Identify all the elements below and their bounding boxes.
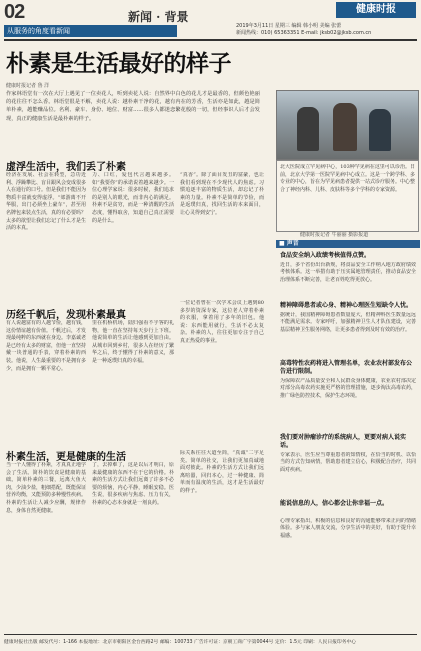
page-number: 02 bbox=[4, 1, 25, 23]
news-item-text-1: 近日，多个省份出台新规，将食品安全工作纳入地方政府绩效考核体系。这一举措有助于压实属地管理责任，推动食品安全治理体系不断完善，让老百姓吃得更放心。 bbox=[280, 262, 416, 283]
page-slogan: 从服务的角度看新闻 bbox=[4, 25, 177, 37]
header-meta-date: 2019年3月11日 星期三 编辑 韩小明 美编 张蕾 bbox=[236, 23, 342, 29]
article-col2-part3: 了，去掉难了，这是以后才明白，原来最健康的东西不在于它的价格。朴素的生活方式让我们远离了许多不必要的烦恼，内心平静，睡眠安稳。医生说，很多疾病与焦虑、压力有关，朴素的心态本身就是一剂良药。 bbox=[92, 462, 174, 506]
news-item-title-4: 我们要对肿瘤诊疗的系统病人，更要对病人说实话。 bbox=[280, 434, 407, 449]
article-col2-part2: 里在机桥机场，陆归强看不乎客的礼物，他一直在坚持每天步行上下班。他说简单的生活让他感到更加自由。从城市回到乡村，很多人在经历了繁华之后，终于懂得了朴素的意义，那是一种返璞归真的幸福。 bbox=[92, 320, 174, 364]
news-item-text-5: 心理专家指出，积极的信息和良好的沟通能够带来正向的情绪体验。多与家人朋友交流，分享生活中的美好，有助于提升幸福感。 bbox=[280, 518, 416, 539]
newspaper-logo: 健康时报 bbox=[336, 2, 416, 18]
photo-figure-1 bbox=[297, 107, 319, 151]
page-header bbox=[0, 0, 421, 38]
sidebar-section-header: ■ 声音 bbox=[276, 240, 420, 248]
subheading-2: 历经千帆后，发现朴素最真 bbox=[6, 310, 126, 321]
photo-caption-text: 北大医院成立罕见病中心，103种罕见病在这里可以诊治。日前，北京大学第一医院罕见病中心成立。这是一个跨学科、多专业的中心，旨在为罕见病患者提供一站式诊疗服务。中心整合了神经内科、儿科、皮肤科等多个学科的专家资源。 bbox=[280, 164, 415, 193]
news-item-title-5: 能说信息的人，信心都会让你幸福一点。 bbox=[280, 500, 389, 507]
article-lead: 作家林语堂有一次在大厅上遇见了一位卖花人，听到卖花人说：自然界中白色的花儿才是最香的，但颜色艳丽的花往往不怎么香。林语堂很是不解，卖花人说：越朴素干净的花，越有内在的芳香，生活亦是如此，越是简单朴素，越能赚品位。名利、豪车、身份、地位、财富……很多人都迷恋繁花般的一切，但经事识人后才会发现，真正的健康生活是最朴素的样子。 bbox=[6, 91, 260, 122]
article-col3-part2: 一位记者曾在一次学术会议上遇到80多岁的资深专家，这位老人穿着朴素的衣服，拿着用了多年的旧包。他说：东西能用就行，生活不必太复杂。朴素的人，往往更加专注于自己真正热爱的事业。 bbox=[180, 300, 264, 344]
news-item-text-4: 专家表示，医生应当尊重患者的知情权，在恰当的时机、以恰当的方式告知病情，帮助患者建立信心，积极配合治疗，共同面对疾病。 bbox=[280, 452, 416, 473]
news-item-title-2: 精神障碍患者或心身、精神心理医生短缺令人忧。 bbox=[280, 302, 413, 309]
news-photo bbox=[276, 90, 419, 160]
photo-caption-box bbox=[276, 160, 419, 232]
article-col1-part2: 有人说越富有的人越节俭，越有钱，这份情谊越有价值。千帆过后，才发现最纯粹的东西就在身边。李嘉诚老是已经有太多的财富，但他一直坚持戴一块普通的手表，穿着朴素的西装。他说，人生最重要的不是拥有多少，而是拥有一颗平常心。 bbox=[6, 320, 86, 372]
article-col3-part3: 际关系往往大道至简，“真诚”二字足矣。简单的社交，让我们更加真诚地面对彼此。朴素的生活方式让我们远离喧嚣，回归本心，过一种健康、简单而有温度的生活，这才是生活最好的样子。 bbox=[180, 450, 264, 494]
article-headline: 朴素是生活最好的样子 bbox=[6, 50, 231, 77]
footer-divider bbox=[4, 634, 417, 635]
section-title: 新闻 · 背景 bbox=[128, 10, 189, 24]
page-footer: 健康时报社出版 邮发代号：1-166 本报地址：北京市朝阳区金台西路2号 邮编：100733 广告许可证：京朝工商广字第0044号 定价：1.5元 印刷：人民日报印务中心 bbox=[4, 640, 357, 645]
news-item-title-3: 高毒特性农药将进入管理名单，农业农村部发布公告进行限制。 bbox=[280, 360, 413, 375]
photo-figure-2 bbox=[333, 103, 357, 151]
header-divider bbox=[4, 39, 417, 41]
article-byline: 健康时报记者 鲁 洋 bbox=[6, 83, 50, 89]
news-item-text-3: 为保障农产品质量安全和人民群众身体健康，农业农村部决定对部分高毒农药实施更严格的管理措施，逐步淘汰高毒农药，推广绿色防控技术，保护生态环境。 bbox=[280, 378, 416, 399]
photo-figure-3 bbox=[369, 109, 391, 151]
subheading-1: 虚浮生活中，我们丢了朴素 bbox=[6, 162, 126, 173]
news-item-text-2: 据统计，我国精神障碍患者数量庞大，但精神科医生数量远远不能满足需求。专家呼吁，加强精神卫生人才队伍建设，完善基层精神卫生服务网络，让更多患者得到及时有效的治疗。 bbox=[280, 312, 416, 333]
article-col1-part3: 当一个人懂得了朴素，才真真正地学会了生活。简朴的饮食是健康的基础。简单朴素的三餐，远离大鱼大肉，少油少盐，粗细搭配，既能保证营养均衡，又能预防多种慢性疾病。朴素的生活让人减少应酬，规律作息，身体自然更健康。 bbox=[6, 462, 86, 514]
article-col3-part1: “真香”。除了面目发丑的富豪，也让我们看到现在不少现代人的焦虑。习惯追逐丰富的物质生活，却忘记了朴素的力量。朴素不是简单的节俭，而是返璞归真，找回生活的本来面目，让心灵得到安宁。 bbox=[180, 172, 264, 216]
news-item-title-1: 食品安全纳入政绩考核值得点赞。 bbox=[280, 252, 371, 259]
photo-credit: 健康时报记者 牛丽丽 摄影报道 bbox=[300, 232, 369, 238]
header-meta-contact: 新闻热线：010) 65363351 E-mail: jksb02@jksb.com.cn bbox=[236, 30, 372, 36]
subheading-3: 朴素生活，更是健康的生活 bbox=[6, 452, 126, 463]
article-col1-part1: 经济在发展、社会在转型，急功近利、浮躁攀比、盲目跟风会变成很多人在通行的口号。但是我们不能因为物质丰富就变得虚浮。“郊游离不开华服，出门必须坐上豪车”，甚至用名牌包来装点生活，真的有必要吗？太多的欲望让我们忘记了什么才是生活的本真。 bbox=[6, 172, 86, 232]
article-col2-part1: 力、口红，爱包代言越来越多。如“我要你”的承诺说着越来越少。一位心理学家说：很多时候，我们追求的是别人的眼光，而非内心的满足。朴素不是贫穷，而是一种清醒的生活态度，懂得取舍，知道自己真正需要的是什么。 bbox=[92, 172, 174, 224]
